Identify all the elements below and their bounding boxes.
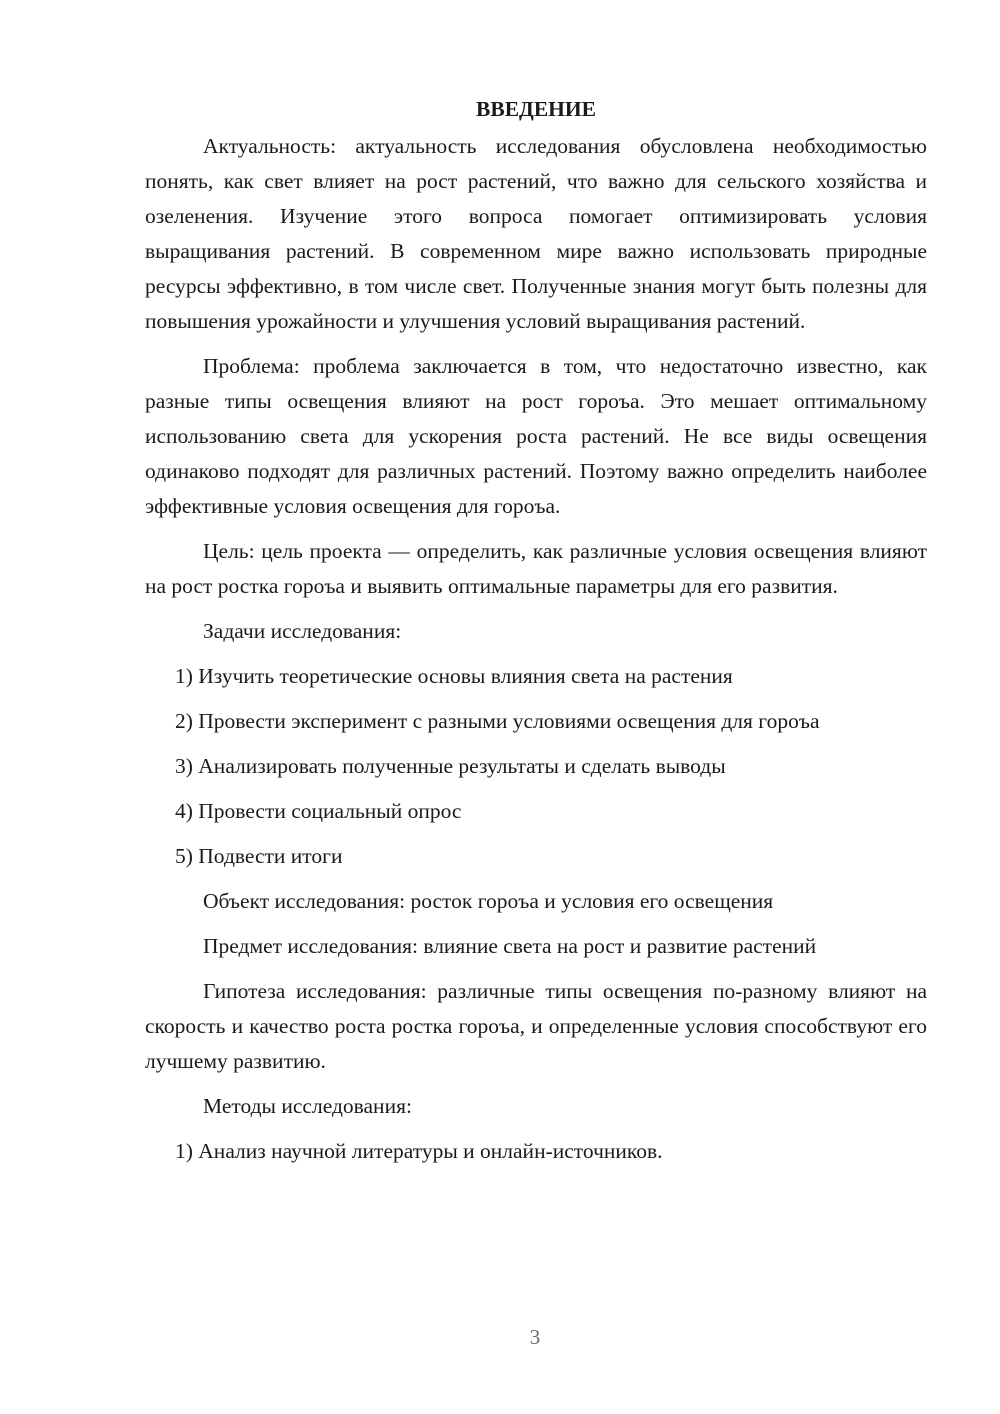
subject-line: Предмет исследования: влияние света на рост и развитие растений: [203, 934, 817, 958]
relevance-paragraph: Актуальность: актуальность исследования обусловлена необходимостью понять, как свет влияет на рост растений, что важно для сельского хозяйства и озеленения. Изучение этого вопроса помогает оптимизировать условия выращивания растений. В современном мире важно использовать природные ресурсы эффективно, в том числе свет. Полученные знания могут быть полезны для повышения урожайности и улучшения условий выращивания растений.: [145, 134, 927, 333]
document-page: [145, 92, 927, 1179]
methods-list: [145, 1134, 927, 1169]
section-title: ВВЕДЕНИЕ: [476, 97, 596, 121]
tasks-list: [145, 659, 927, 874]
hypothesis-paragraph: Гипотеза исследования: различные типы освещения по-разному влияют на скорость и качество роста ростка гороъа, и определенные условия способствуют его лучшему развитию.: [145, 979, 927, 1073]
page-number: 3: [529, 1325, 541, 1349]
tasks-heading: Задачи исследования:: [203, 619, 402, 643]
problem-paragraph: Проблема: проблема заключается в том, что недостаточно известно, как разные типы освещения влияют на рост гороъа. Это мешает оптимальному использованию света для ускорения роста растений. Не все виды освещения одинаково подходят для различных растений. Поэтому важно определить наиболее эффективные условия освещения для гороъа.: [145, 354, 927, 518]
task-item: 4) Провести социальный опрос: [175, 799, 462, 823]
goal-paragraph: Цель: цель проекта — определить, как различные условия освещения влияют на рост ростка гороъа и выявить оптимальные параметры для его развития.: [145, 539, 927, 598]
task-item: 3) Анализировать полученные результаты и сделать выводы: [175, 754, 726, 778]
method-item: 1) Анализ научной литературы и онлайн-источников.: [175, 1139, 663, 1163]
object-line: Объект исследования: росток гороъа и условия его освещения: [203, 889, 774, 913]
task-item: 1) Изучить теоретические основы влияния света на растения: [175, 664, 733, 688]
methods-heading: Методы исследования:: [203, 1094, 412, 1118]
task-item: 5) Подвести итоги: [175, 844, 343, 868]
task-item: 2) Провести эксперимент с разными условиями освещения для гороъа: [175, 709, 820, 733]
